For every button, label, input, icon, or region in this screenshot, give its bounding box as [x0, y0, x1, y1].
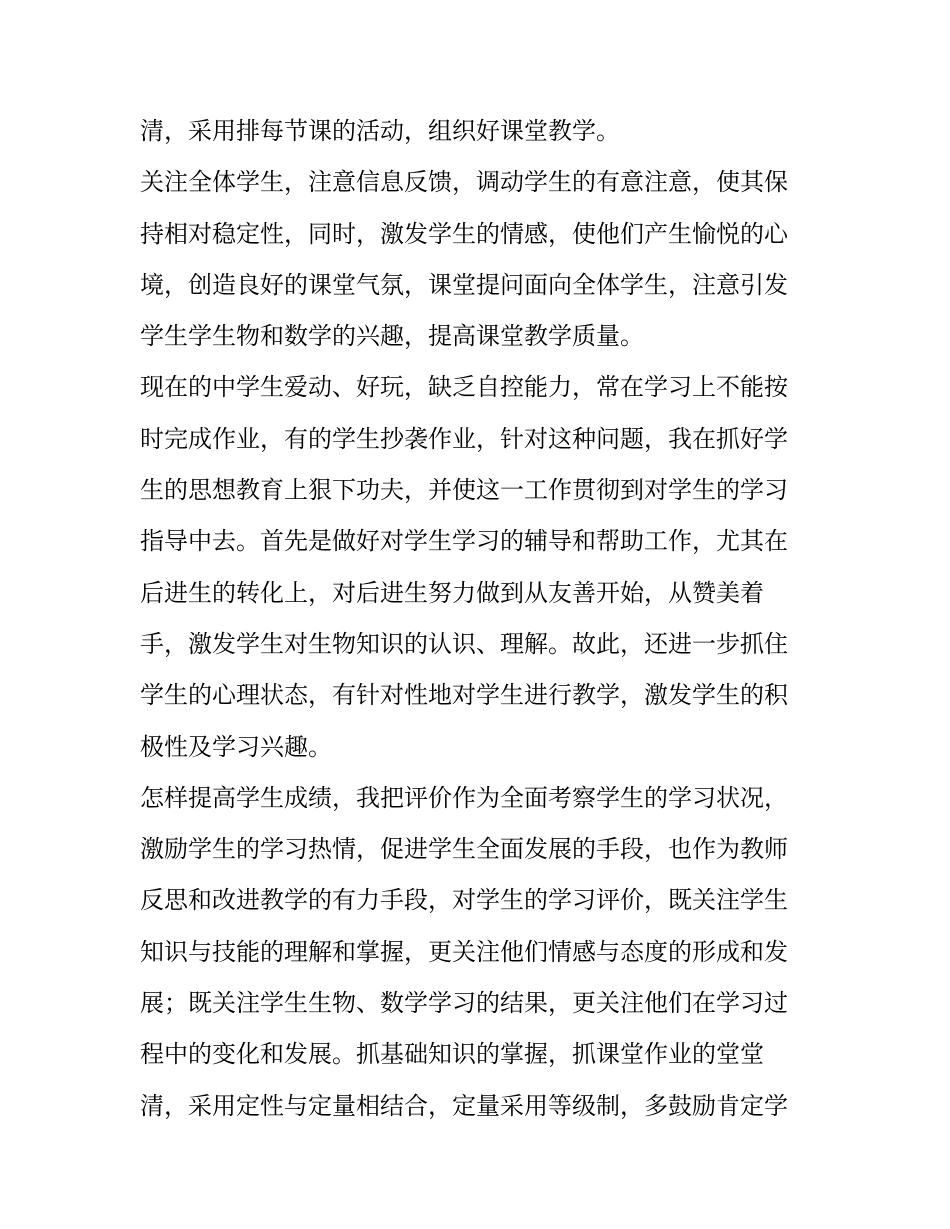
text-line: 极性及学习兴趣。	[140, 732, 332, 761]
text-line: 激励学生的学习热情，促进学生全面发展的手段，也作为教师	[140, 835, 788, 864]
text-line: 展；既关注学生生物、数学学习的结果，更关注他们在学习过	[140, 989, 788, 1018]
text-line: 指导中去。首先是做好对学生学习的辅导和帮助工作，尤其在	[140, 527, 788, 556]
text-line: 怎样提高学生成绩，我把评价作为全面考察学生的学习状况，	[140, 783, 788, 812]
text-line: 关注全体学生，注意信息反馈，调动学生的有意注意，使其保	[140, 168, 788, 197]
text-line: 学生的心理状态，有针对性地对学生进行教学，激发学生的积	[140, 681, 788, 710]
text-line: 学生学生物和数学的兴趣，提高课堂教学质量。	[140, 322, 644, 351]
text-line: 时完成作业，有的学生抄袭作业，针对这种问题，我在抓好学	[140, 424, 788, 453]
text-line: 生的思想教育上狠下功夫，并使这一工作贯彻到对学生的学习	[140, 476, 788, 505]
text-line: 反思和改进教学的有力手段，对学生的学习评价，既关注学生	[140, 886, 788, 915]
text-line: 知识与技能的理解和掌握，更关注他们情感与态度的形成和发	[140, 937, 788, 966]
text-line: 持相对稳定性，同时，激发学生的情感，使他们产生愉悦的心	[140, 219, 788, 248]
text-line: 清，采用排每节课的活动，组织好课堂教学。	[140, 117, 620, 145]
document-body	[140, 106, 816, 1132]
text-line: 清，采用定性与定量相结合，定量采用等级制，多鼓励肯定学	[140, 1091, 788, 1120]
text-line: 后进生的转化上，对后进生努力做到从友善开始，从赞美着	[140, 578, 764, 607]
text-line: 手，激发学生对生物知识的认识、理解。故此，还进一步抓住	[140, 629, 788, 658]
text-line: 境，创造良好的课堂气氛，课堂提问面向全体学生，注意引发	[140, 270, 788, 299]
text-line: 程中的变化和发展。抓基础知识的掌握，抓课堂作业的堂堂	[140, 1040, 764, 1069]
text-line: 现在的中学生爱动、好玩，缺乏自控能力，常在学习上不能按	[140, 373, 788, 402]
